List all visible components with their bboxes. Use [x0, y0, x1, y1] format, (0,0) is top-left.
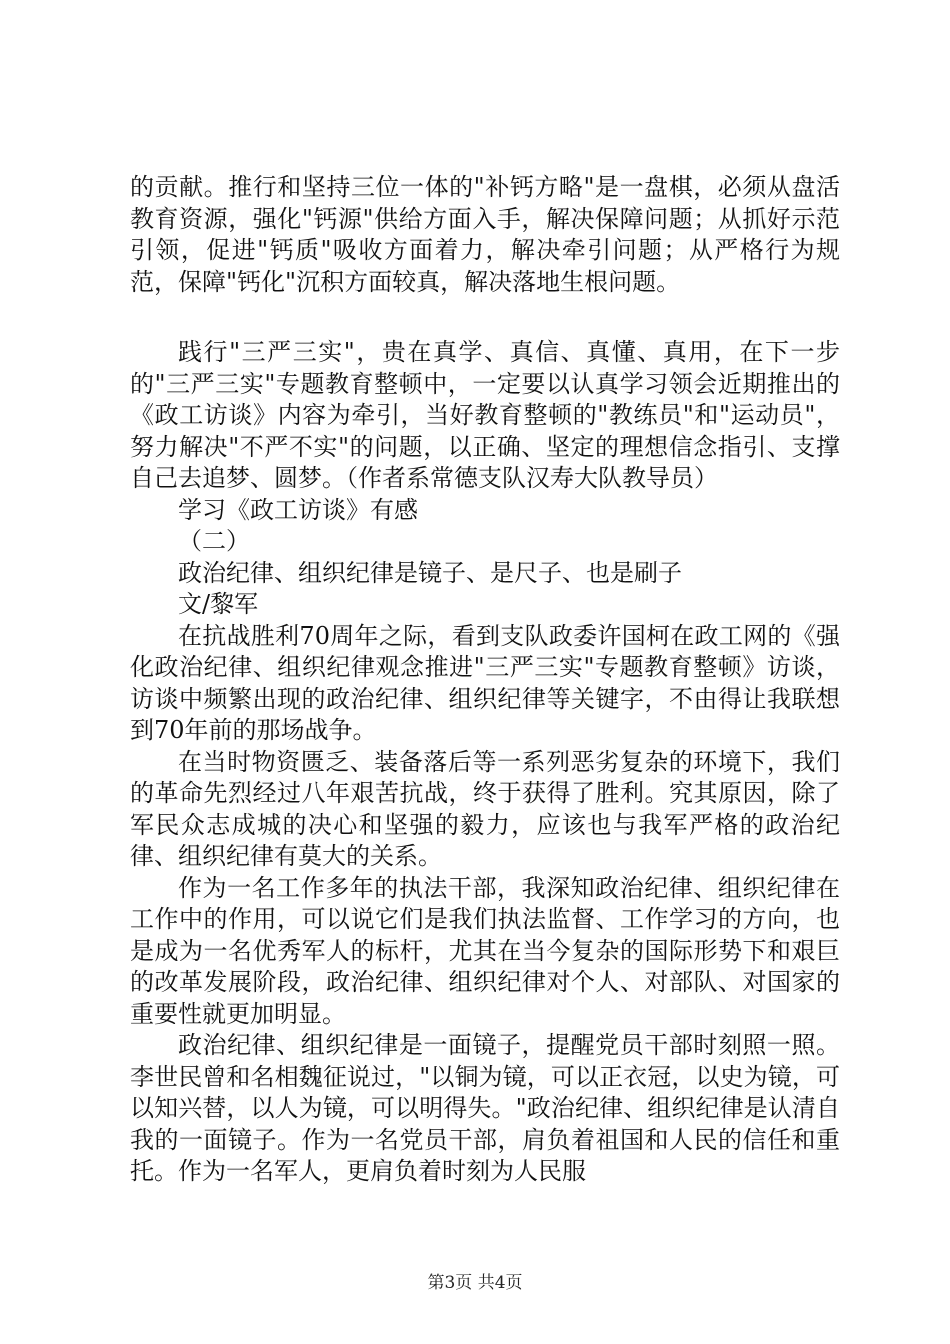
- page-footer: 第3页 共4页: [427, 1273, 523, 1293]
- document-body: [130, 172, 840, 1188]
- article-title: 学习《政工访谈》有感: [178, 495, 418, 524]
- paragraph-continuation: 的贡献。推行和坚持三位一体的"补钙方略"是一盘棋，必须从盘活教育资源，强化"钙源"供给方面入手，解决保障问题；从抓好示范引领，促进"钙质"吸收方面着力，解决牵引问题；从严格行为规范，保障"钙化"沉积方面较真，解决落地生根问题。: [130, 173, 840, 296]
- article-subtitle: 政治纪律、组织纪律是镜子、是尺子、也是刷子: [178, 558, 682, 587]
- paragraph-anniversary: 在抗战胜利70周年之际，看到支队政委许国柯在政工网的《强化政治纪律、组织纪律观念推进"三严三实"专题教育整顿》访谈，访谈中频繁出现的政治纪律、组织纪律等关键字，不由得让我联想到70年前的那场战争。: [130, 621, 840, 744]
- byline: 文/黎军: [178, 590, 259, 618]
- paragraph-mirror: 政治纪律、组织纪律是一面镜子，提醒党员干部时刻照一照。李世民曾和名相魏征说过，"以铜为镜，可以正衣冠，以史为镜，可以知兴替，以人为镜，可以明得失。"政治纪律、组织纪律是认清自我的一面镜子。作为一名党员干部，肩负着祖国和人民的信任和重托。作为一名军人，更肩负着时刻为人民服: [130, 1031, 840, 1185]
- section-number: （二）: [178, 527, 250, 555]
- paragraph-practice: 践行"三严三实"，贵在真学、真信、真懂、真用，在下一步的"三严三实"专题教育整顿中，一定要以认真学习领会近期推出的《政工访谈》内容为牵引，当好教育整顿的"教练员"和"运动员"，努力解决"不严不实"的问题，以正确、坚定的理想信念指引、支撑自己去追梦、圆梦。（作者系常德支队汉寿大队教导员）: [130, 338, 840, 492]
- paragraph-role: 作为一名工作多年的执法干部，我深知政治纪律、组织纪律在工作中的作用，可以说它们是我们执法监督、工作学习的方向，也是成为一名优秀军人的标杆，尤其在当今复杂的国际形势下和艰巨的改革发展阶段，政治纪律、组织纪律对个人、对部队、对国家的重要性就更加明显。: [130, 873, 840, 1028]
- paragraph-history: 在当时物资匮乏、装备落后等一系列恶劣复杂的环境下，我们的革命先烈经过八年艰苦抗战，终于获得了胜利。究其原因，除了军民众志成城的决心和坚强的毅力，应该也与我军严格的政治纪律、组织纪律有莫大的关系。: [130, 747, 840, 870]
